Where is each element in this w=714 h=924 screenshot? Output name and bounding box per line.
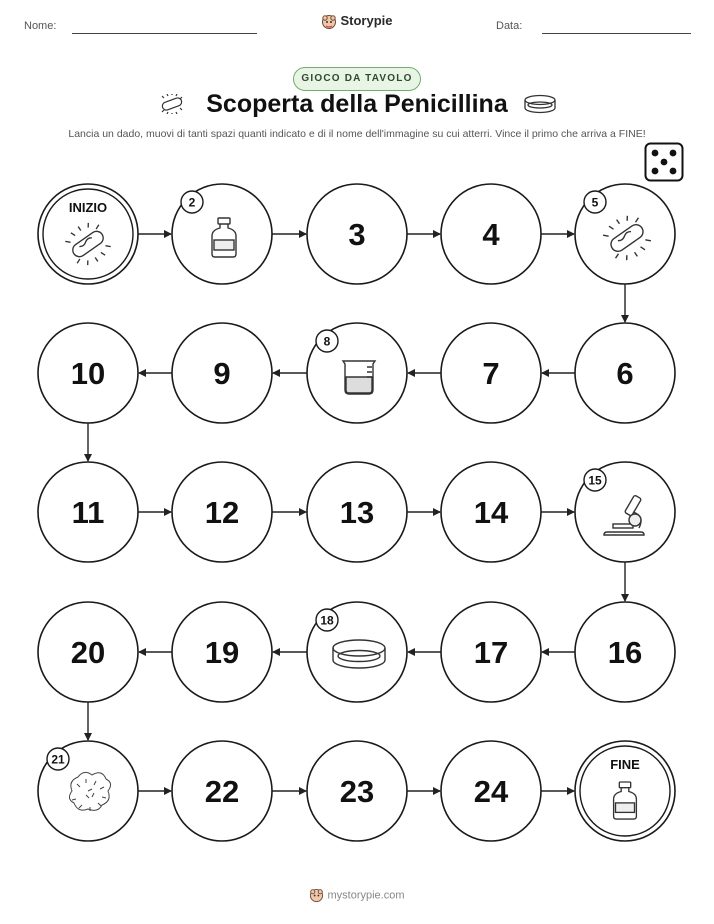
space-number: 18	[320, 613, 334, 628]
board-space[interactable]	[441, 741, 541, 841]
space-number: 13	[339, 495, 375, 530]
board-space[interactable]	[575, 602, 675, 702]
category-tag: GIOCO DA TAVOLO	[293, 67, 421, 91]
space-number: 19	[204, 635, 240, 670]
board-space[interactable]	[307, 184, 407, 284]
page-title: Scoperta della Penicillina	[206, 90, 508, 118]
space-number: 4	[482, 217, 500, 252]
space-number: 9	[213, 356, 231, 391]
space-number: 23	[339, 774, 375, 809]
space-number: 3	[348, 217, 366, 252]
board-space[interactable]	[441, 462, 541, 562]
space-number: 2	[188, 195, 196, 210]
storypie-logo-icon	[309, 888, 324, 903]
board-space[interactable]	[38, 741, 138, 841]
board-space[interactable]	[307, 462, 407, 562]
space-number: 6	[616, 356, 634, 391]
space-number: 24	[473, 774, 509, 809]
board-space[interactable]	[38, 462, 138, 562]
board-space[interactable]	[441, 602, 541, 702]
board-space[interactable]	[575, 741, 675, 841]
date-label: Data:	[496, 20, 523, 32]
board-space[interactable]	[172, 602, 272, 702]
board-space[interactable]	[172, 184, 272, 284]
board-space[interactable]	[38, 602, 138, 702]
name-label: Nome:	[24, 20, 57, 32]
footer	[0, 888, 714, 903]
board-space[interactable]	[38, 184, 138, 284]
footer-url: mystorypie.com	[327, 889, 405, 902]
board-space[interactable]	[575, 323, 675, 423]
board-space[interactable]	[172, 462, 272, 562]
board-space[interactable]	[575, 184, 675, 284]
instructions: Lancia un dado, muovi di tanti spazi quanti indicato e di il nome dell'immagine su cui atterri. Vince il primo che arriva a FINE!	[68, 128, 646, 140]
space-number: 15	[588, 473, 602, 488]
board-space[interactable]	[441, 323, 541, 423]
space-number: 10	[70, 356, 106, 391]
board-space[interactable]	[441, 184, 541, 284]
board-space[interactable]	[38, 323, 138, 423]
space-number: 8	[323, 334, 331, 349]
board-space[interactable]	[307, 741, 407, 841]
board-space[interactable]	[172, 323, 272, 423]
board-space[interactable]	[575, 462, 675, 562]
space-number: 12	[204, 495, 240, 530]
space-number: 17	[473, 635, 509, 670]
space-number: 21	[51, 752, 65, 767]
space-number: 22	[204, 774, 240, 809]
space-number: 7	[482, 356, 500, 391]
space-label: INIZIO	[68, 200, 108, 215]
brand-name: Storypie	[340, 13, 393, 28]
space-number: 20	[70, 635, 106, 670]
space-number: 5	[591, 195, 599, 210]
space-label: FINE	[610, 757, 640, 772]
board-space[interactable]	[307, 602, 407, 702]
space-number: 14	[473, 495, 509, 530]
space-number: 11	[71, 495, 105, 530]
board-space[interactable]	[172, 741, 272, 841]
space-number: 16	[607, 635, 643, 670]
board-space[interactable]	[307, 323, 407, 423]
